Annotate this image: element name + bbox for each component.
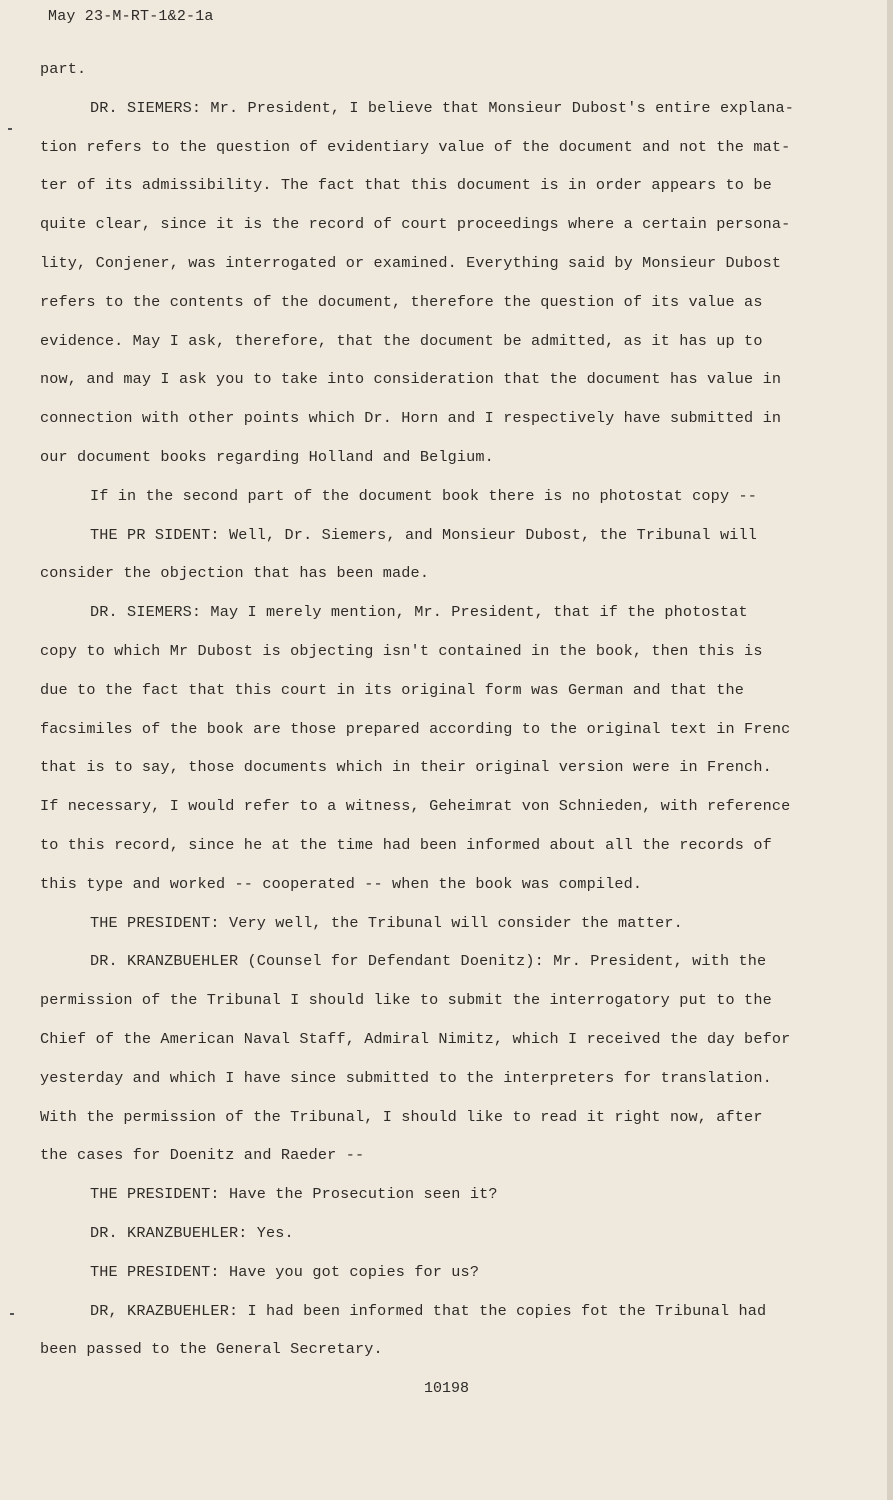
text-line: DR. SIEMERS: May I merely mention, Mr. President, that if the photostat	[90, 603, 748, 622]
text-line: the cases for Doenitz and Raeder --	[40, 1146, 365, 1165]
transcript-body	[40, 50, 840, 1369]
text-line: that is to say, those documents which in their original version were in French.	[40, 758, 772, 777]
text-line: DR. KRANZBUEHLER (Counsel for Defendant Doenitz): Mr. President, with the	[90, 952, 767, 971]
margin-mark	[8, 128, 12, 130]
text-line: THE PR SIDENT: Well, Dr. Siemers, and Monsieur Dubost, the Tribunal will	[90, 525, 758, 544]
text-line: part.	[40, 60, 87, 78]
text-line: this type and worked -- cooperated -- when the book was compiled.	[40, 874, 643, 893]
text-line: been passed to the General Secretary.	[40, 1340, 383, 1359]
text-line: DR. SIEMERS: Mr. President, I believe that Monsieur Dubost's entire explana-	[90, 98, 795, 117]
text-line: tion refers to the question of evidentiary value of the document and not the mat-	[40, 137, 791, 156]
text-line: THE PRESIDENT: Have you got copies for us?	[90, 1262, 480, 1281]
text-line: to this record, since he at the time had been informed about all the records of	[40, 835, 772, 854]
text-line: lity, Conjener, was interrogated or examined. Everything said by Monsieur Dubost	[40, 253, 782, 272]
text-line: ter of its admissibility. The fact that this document is in order appears to be	[40, 176, 772, 195]
text-line: copy to which Mr Dubost is objecting isn't contained in the book, then this is	[40, 641, 763, 660]
text-line: Chief of the American Naval Staff, Admiral Nimitz, which I received the day befor	[40, 1029, 791, 1048]
text-line: If necessary, I would refer to a witness, Geheimrat von Schnieden, with reference	[40, 797, 791, 816]
text-line: evidence. May I ask, therefore, that the document be admitted, as it has up to	[40, 331, 763, 350]
text-line: THE PRESIDENT: Very well, the Tribunal will consider the matter.	[90, 913, 683, 932]
text-line: yesterday and which I have since submitted to the interpreters for translation.	[40, 1068, 772, 1087]
text-line: DR, KRAZBUEHLER: I had been informed that the copies fot the Tribunal had	[90, 1301, 767, 1320]
text-line: our document books regarding Holland and Belgium.	[40, 447, 494, 466]
text-line: refers to the contents of the document, therefore the question of its value as	[40, 292, 763, 311]
text-line: permission of the Tribunal I should like to submit the interrogatory put to the	[40, 991, 772, 1010]
text-line: THE PRESIDENT: Have the Prosecution seen it?	[90, 1185, 498, 1204]
text-line: connection with other points which Dr. Horn and I respectively have submitted in	[40, 409, 782, 428]
text-line: facsimiles of the book are those prepared according to the original text in Frenc	[40, 719, 791, 738]
text-line: DR. KRANZBUEHLER: Yes.	[90, 1223, 294, 1242]
text-line: quite clear, since it is the record of court proceedings where a certain persona-	[40, 215, 791, 234]
page-edge	[887, 0, 893, 1500]
text-line: consider the objection that has been made.	[40, 564, 430, 583]
text-line: due to the fact that this court in its original form was German and that the	[40, 680, 745, 699]
page-number: 10198	[423, 1380, 469, 1397]
margin-mark	[10, 1313, 14, 1315]
document-header: May 23-M-RT-1&2-1a	[48, 8, 214, 25]
text-line: With the permission of the Tribunal, I should like to read it right now, after	[40, 1107, 763, 1126]
text-line: now, and may I ask you to take into consideration that the document has value in	[40, 370, 782, 389]
text-line: If in the second part of the document book there is no photostat copy --	[90, 486, 758, 505]
